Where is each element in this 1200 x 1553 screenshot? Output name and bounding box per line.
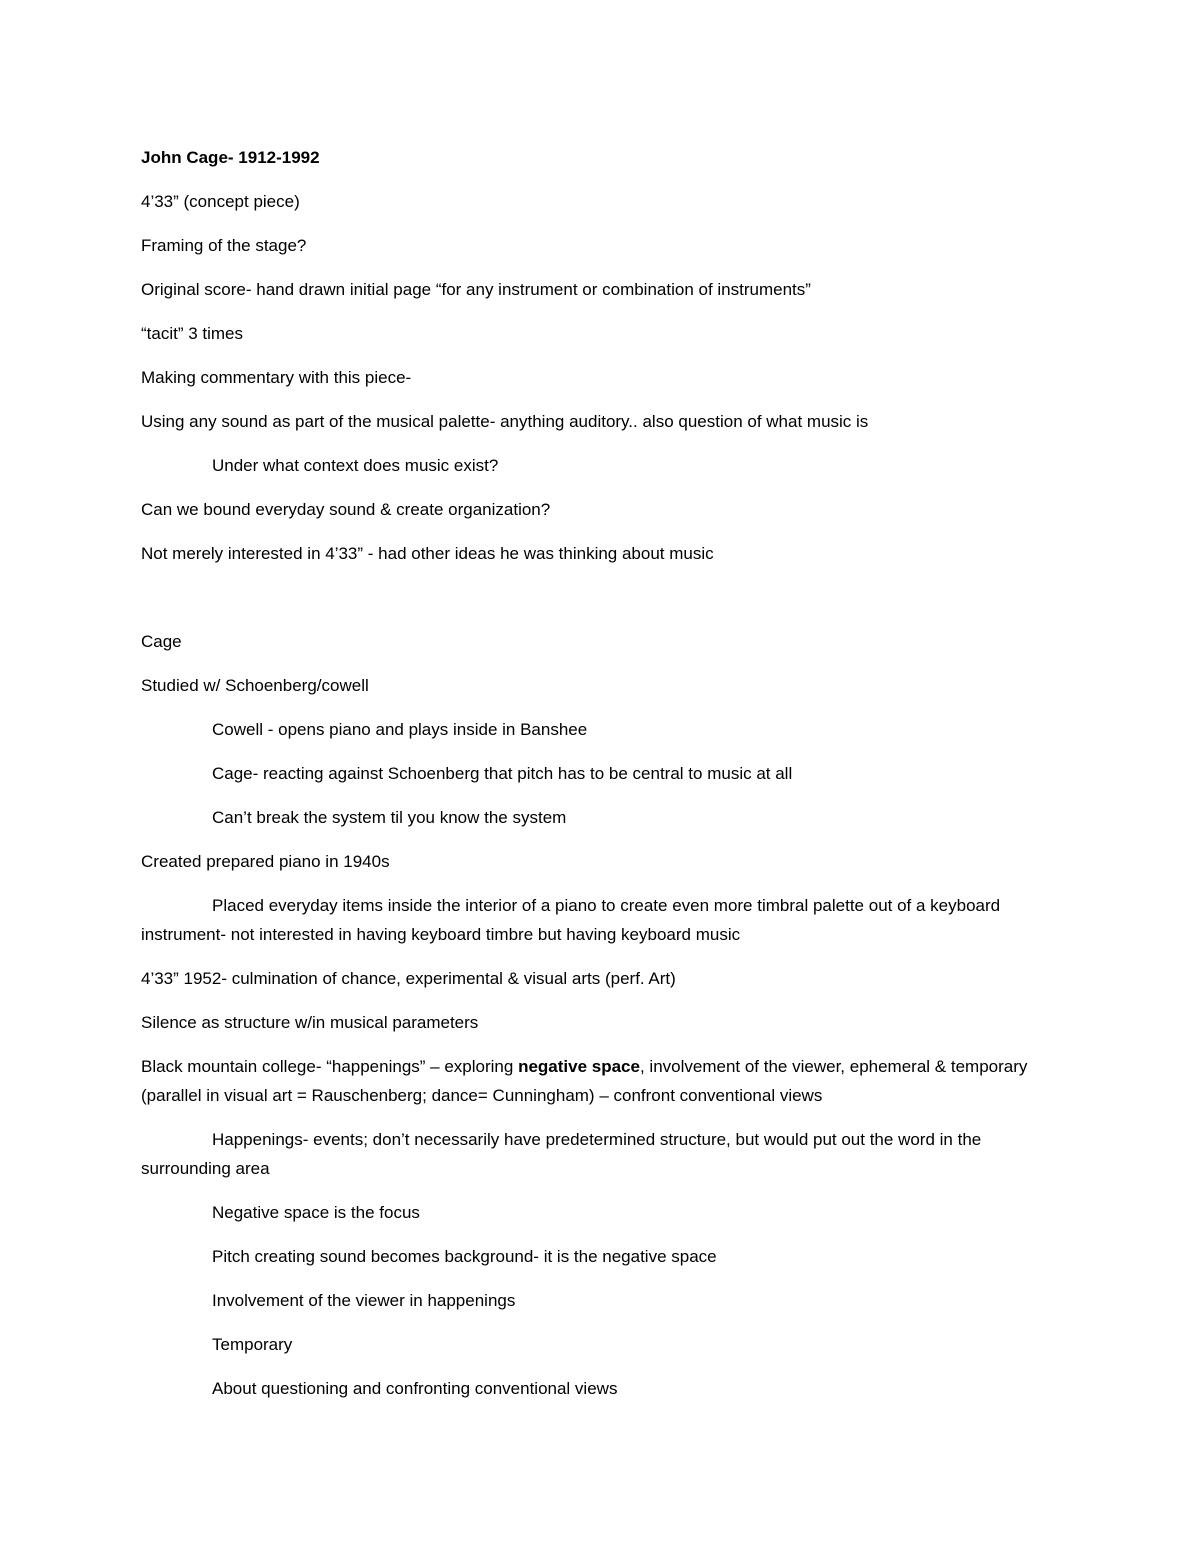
note-line-indented: Cowell - opens piano and plays inside in Banshee <box>212 720 588 739</box>
note-paragraph: Placed everyday items inside the interior of a piano to create even more timbral palette out of a keyboard instrument- not interested in having keyboard timbre but having keyboard music <box>141 896 1001 944</box>
note-line: Created prepared piano in 1940s <box>141 852 390 871</box>
note-paragraph: Happenings- events; don’t necessarily have predetermined structure, but would put out the word in the surrounding area <box>141 1130 982 1178</box>
note-line-indented: Pitch creating sound becomes background- it is the negative space <box>212 1247 717 1266</box>
note-text: Black mountain college- “happenings” – exploring <box>141 1057 519 1076</box>
note-line-indented: Negative space is the focus <box>212 1203 420 1222</box>
note-line: Original score- hand drawn initial page “for any instrument or combination of instruments” <box>141 280 811 299</box>
note-line: “tacit” 3 times <box>141 324 244 343</box>
document-title: John Cage- 1912-1992 <box>141 148 320 167</box>
section-gap <box>141 583 1061 627</box>
note-line: 4’33” (concept piece) <box>141 192 300 211</box>
note-line: Making commentary with this piece- <box>141 368 412 387</box>
note-line-indented: Cage- reacting against Schoenberg that pitch has to be central to music at all <box>212 764 793 783</box>
note-line: Silence as structure w/in musical parameters <box>141 1013 479 1032</box>
note-line-indented: About questioning and confronting conventional views <box>212 1379 618 1398</box>
note-line-indented: Temporary <box>212 1335 293 1354</box>
emphasis-text: negative space <box>518 1057 640 1076</box>
document-body <box>141 143 1061 1418</box>
note-text: , involvement of the viewer, ephemeral & temporary (parallel in visual art = Rauschenberg; dance= Cunningham) – confront conventional views <box>141 1057 1028 1105</box>
note-line: Using any sound as part of the musical palette- anything auditory.. also question of what music is <box>141 412 869 431</box>
note-line: Can we bound everyday sound & create organization? <box>141 500 551 519</box>
note-line-indented: Under what context does music exist? <box>212 456 499 475</box>
note-line: Framing of the stage? <box>141 236 307 255</box>
note-line: Not merely interested in 4’33” - had other ideas he was thinking about music <box>141 544 714 563</box>
note-line: Studied w/ Schoenberg/cowell <box>141 676 369 695</box>
note-line: 4’33” 1952- culmination of chance, experimental & visual arts (perf. Art) <box>141 969 676 988</box>
note-line-indented: Can’t break the system til you know the system <box>212 808 567 827</box>
note-line-indented: Involvement of the viewer in happenings <box>212 1291 516 1310</box>
note-paragraph <box>141 1052 1061 1110</box>
section-heading: Cage <box>141 632 182 651</box>
